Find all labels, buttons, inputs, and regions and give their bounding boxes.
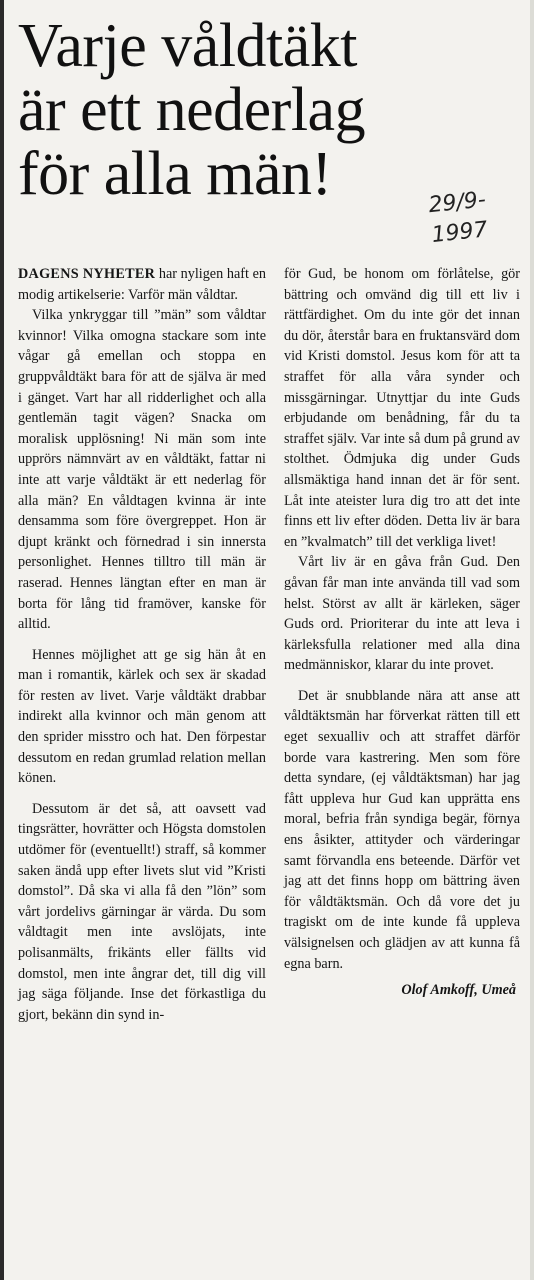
handwritten-date-line-2: 1997 — [430, 217, 489, 249]
right-column — [284, 264, 520, 1001]
paragraph: Vårt liv är en gåva från Gud. Den gåvan får man inte använda till vad som helst. Störst av allt är kärleken, säger Guds ord. Prioriterar du inte att leva i kärleksfulla relationer med alla dina medmänniskor, klarar du inte provet. — [284, 554, 520, 674]
lead-rest: har nyligen haft en modig artikelserie: Varför män våldtar. — [18, 266, 266, 303]
scan-edge-right — [530, 0, 534, 1280]
scan-edge-left — [0, 0, 4, 1280]
lead-in: DAGENS NYHETER — [18, 266, 156, 282]
paragraph: Det är snubblande nära att anse att våldtäktsmän har förverkat rätten till ett eget sexualliv och att straffet därför borde vara kastrering. Men som före detta syndare, (ej våldtäktsman) har jag fått uppleva hur Gud kan upprätta ens moral, befria från syndiga begär, förnya ens åsikter, attityder och värderingar samt förvandla ens beteende. Därför vet jag att det finns hopp om bättring även för våldtäktsmän. Och då vore det ju tragiskt om de inte kunde få uppleva välsignelsen och glädjen av att kunna få egna barn. — [284, 687, 520, 972]
author-signature: Olof Amkoff, Umeå — [401, 982, 516, 999]
headline-line-3: för alla män! — [18, 140, 332, 208]
paragraph: Dessutom är det så, att oavsett vad tingsrätter, hovrätter och Högsta domstolen utdömer för (eventuellt!) straff, så kommer saken ändå upp efter livets slut vid ”Kristi domstol”. Då ska vi alla få den ”lön” som vårt jordelivs gärningar är värda. Du som våldtagit men inte avslöjats, inte polisanmälts, frikänts eller fällts vid domstol, men inte ångrar det, till dig vill jag säga följande. Inse det förkastliga du gjort, bekänn din synd in- — [18, 800, 266, 1023]
paragraph: Hennes möjlighet att ge sig hän åt en man i romantik, kärlek och sex är skadad för resten av livet. Varje våldtäkt drabbar indirekt alla kvinnor och män genom att den sprider misstro och hat. Den förpestar dessutom en redan grumlad relation mellan könen. — [18, 646, 266, 787]
headline — [18, 14, 438, 206]
left-column — [18, 264, 266, 1025]
paragraph: Vilka ynkryggar till ”män” som våldtar kvinnor! Vilka omogna stackare som inte vågar gå emellan och stoppa en gruppvåldtäkt bara för att de själva är med i gänget. Vart har all ridderlighet och alla gentlemän tagit vägen? Snacka om moralisk upplösning! Ni män som inte upprörs nämnvärt av en våldtäkt, fattar ni inte att varje våldtäkt är ett nederlag för alla män? En våldtagen kvinna är inte densamma som före övergreppet. Hon är djupt kränkt och förnedrad i sin innersta personlighet. Hennes tilltro till män är raserad. Hennes längtan efter en man är borta för lång tid framöver, kanske för alltid. — [18, 307, 266, 633]
headline-line-1: Varje våldtäkt — [18, 12, 358, 80]
handwritten-date — [427, 181, 533, 251]
headline-line-2: är ett nederlag — [18, 76, 366, 144]
handwritten-date-line-1: 29/9- — [427, 187, 487, 219]
paragraph: för Gud, be honom om förlåtelse, gör bättring och omvänd dig till ett liv i rättfärdighet. Om du inte gör det innan du dör, återstår bara en fruktansvärd dom vid Kristi domstol. Jesus kom för att ta straffet för alla våra synder och missgärningar. Utnyttjar du inte Guds erbjudande om benådning, får du ta straffet själv. Var inte så dum på grund av stolthet. Ödmjuka dig under Guds allsmäktiga hand innan det är för sent. Låt inte ateister lura dig tro att det inte finns ett liv efter döden. Detta liv är bara en ”kvalmatch” till det verkliga livet! — [284, 266, 520, 550]
paragraph — [18, 264, 266, 305]
